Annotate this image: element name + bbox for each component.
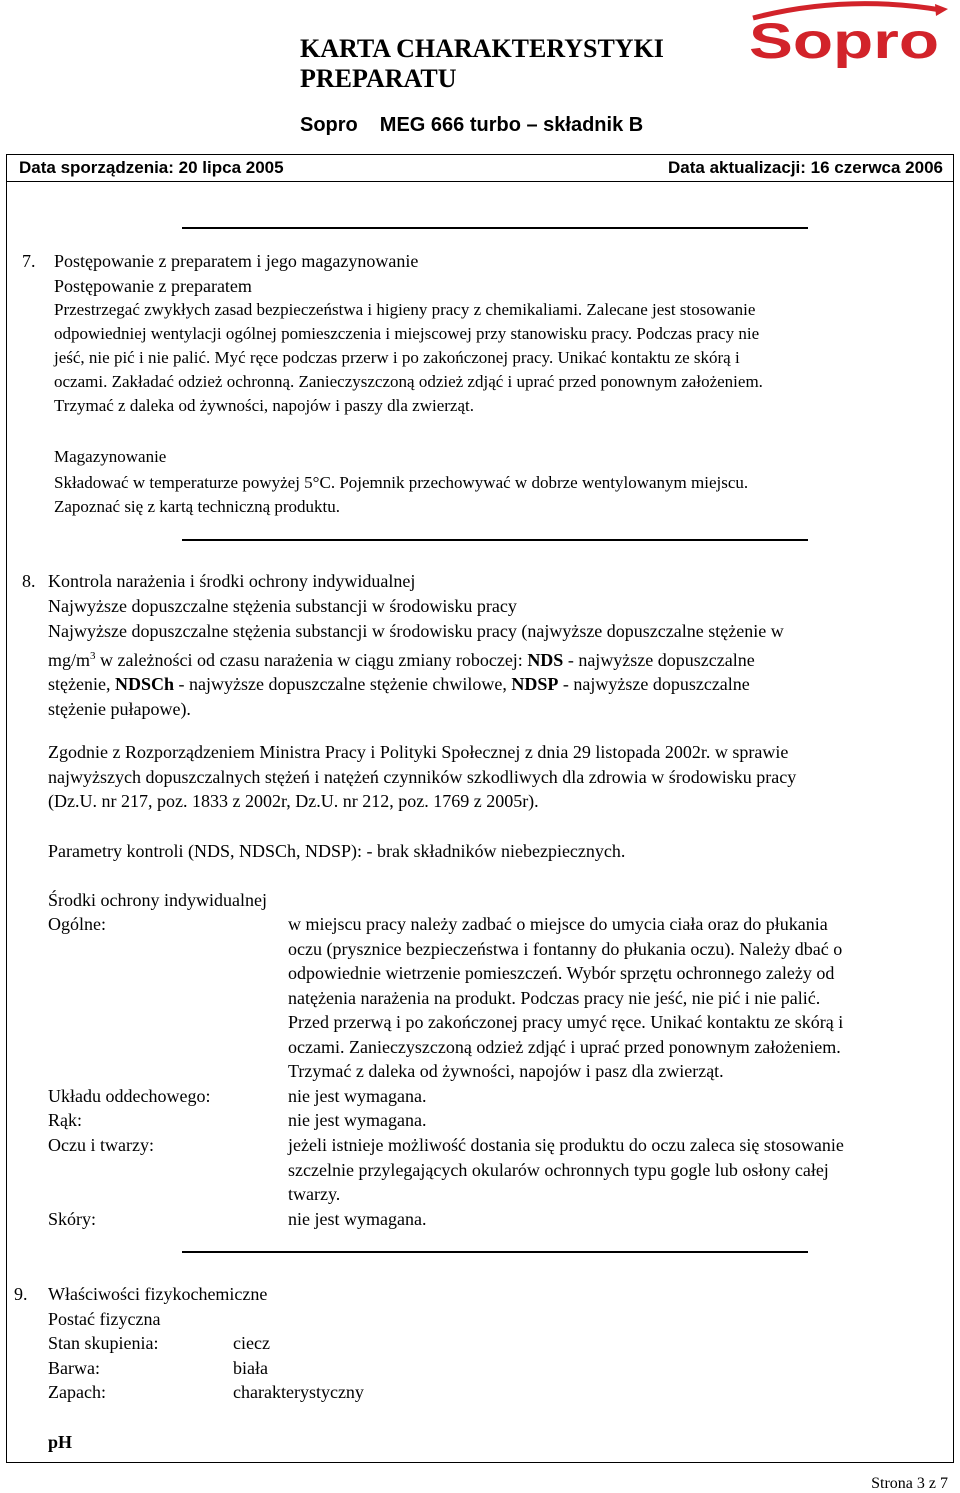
ppe-eyes-text xyxy=(288,1133,844,1207)
state-label: Stan skupienia: xyxy=(48,1333,159,1353)
limits-text: stężenie, xyxy=(48,674,115,694)
ppe-hands-label: Rąk: xyxy=(48,1110,82,1130)
ppe-eyes-line: szczelnie przylegających okularów ochronnych typu gogle lub osłony całej xyxy=(288,1159,829,1180)
product-line xyxy=(300,114,643,137)
ppe-general-line: Przed przerwą i po zakończonej pracy umyć ręce. Unikać kontaktu ze skórą i xyxy=(288,1012,844,1032)
handling-line: Trzymać z daleka od żywności, napojów i paszy dla zwierząt. xyxy=(54,396,474,415)
handling-line: oczami. Zakładać odzież ochronną. Zanieczyszczoną odzież zdjąć i uprać przed ponownym założeniem. xyxy=(54,372,763,391)
document-title-line1: KARTA CHARAKTERYSTYKI xyxy=(300,34,664,63)
section-7-heading: Postępowanie z preparatem i jego magazynowanie xyxy=(54,251,419,271)
odor-value: charakterystyczny xyxy=(233,1382,364,1402)
color-value: biała xyxy=(233,1358,268,1378)
storage-line: Składować w temperaturze powyżej 5°C. Pojemnik przechowywać w dobrze wentylowanym miejscu. xyxy=(54,473,749,492)
handling-subheading: Postępowanie z preparatem xyxy=(54,276,252,296)
ppe-general-line: w miejscu pracy należy zadbać o miejsce do umycia ciała oraz do płukania xyxy=(288,914,828,934)
product-brand: Sopro xyxy=(300,114,358,136)
svg-text:Sopro: Sopro xyxy=(749,13,939,68)
handling-line: Przestrzegać zwykłych zasad bezpieczeństwa i higieny pracy z chemikaliami. Zalecane jest stosowanie xyxy=(54,300,756,319)
abbr-ndsch: NDSCh xyxy=(114,674,174,694)
ppe-respiratory-label: Układu oddechowego: xyxy=(48,1086,211,1106)
regulation-line: (Dz.U. nr 217, poz. 1833 z 2002r, Dz.U. nr 212, poz. 1769 z 2005r). xyxy=(48,791,539,811)
unit-superscript: 3 xyxy=(90,649,96,662)
document-title-line2: PREPARATU xyxy=(300,64,457,93)
sopro-logo xyxy=(745,0,950,68)
section-8-heading: Kontrola narażenia i środki ochrony indywidualnej xyxy=(48,571,416,591)
limits-line: stężenie pułapowe). xyxy=(48,698,191,719)
section-divider xyxy=(182,539,808,541)
ppe-general-line: oczu (prysznice bezpieczeństwa i fontanny do płukania oczu). Należy dbać o xyxy=(288,938,843,959)
regulation-line: Zgodnie z Rozporządzeniem Ministra Pracy i Polityki Społecznej z dnia 29 listopada 2002r. w sprawie xyxy=(48,742,789,762)
limits-text: - najwyższe dopuszczalne stężenie chwilowe, xyxy=(174,674,512,694)
section-7-number: 7. xyxy=(22,251,36,271)
limits-text: - najwyższe dopuszczalne xyxy=(558,674,750,694)
ppe-skin-value: nie jest wymagana. xyxy=(288,1209,427,1229)
ppe-general-label: Ogólne: xyxy=(48,914,106,934)
ppe-general-line: natężenia narażenia na produkt. Podczas pracy nie jeść, nie pić i nie palić. xyxy=(288,987,821,1008)
limits-line: Najwyższe dopuszczalne stężenia substancji w środowisku pracy (najwyższe dopuszczalne stężenie w xyxy=(48,621,784,641)
section-divider xyxy=(182,1251,808,1253)
limits-text: - najwyższe dopuszczalne xyxy=(563,649,755,670)
handling-line: odpowiedniej wentylacji ogólnej pomieszczenia i miejscowej przy stanowisku pracy. Podczas pracy nie xyxy=(54,324,760,343)
physical-form-subheading: Postać fizyczna xyxy=(48,1309,161,1329)
ppe-respiratory-value: nie jest wymagana. xyxy=(288,1086,427,1106)
product-name: MEG 666 turbo – składnik B xyxy=(379,114,644,136)
limits-text: w zależności od czasu narażenia w ciągu zmiany roboczej: xyxy=(95,649,528,670)
ph-label: pH xyxy=(48,1432,73,1452)
regulation-line: najwyższych dopuszczalnych stężeń i natężeń czynników szkodliwych dla zdrowia w środowisku pracy xyxy=(48,766,797,787)
ppe-eyes-line: jeżeli istnieje możliwość dostania się produktu do oczu zaleca się stosowanie xyxy=(288,1135,844,1155)
odor-label: Zapach: xyxy=(48,1382,106,1402)
unit-mgm: mg/m xyxy=(48,649,91,670)
section-9-heading: Właściwości fizykochemiczne xyxy=(48,1284,268,1304)
color-label: Barwa: xyxy=(48,1358,100,1378)
ppe-general-text xyxy=(288,912,843,1084)
limits-paragraph xyxy=(48,619,784,721)
ppe-skin-label: Skóry: xyxy=(48,1209,97,1229)
page-number: Strona 3 z 7 xyxy=(871,1475,948,1492)
ppe-hands-value: nie jest wymagana. xyxy=(288,1110,427,1130)
handling-text xyxy=(54,298,763,418)
limits-line xyxy=(48,672,784,697)
handling-line: jeść, nie pić i nie palić. Myć ręce podczas przerw i po zakończonej pracy. Unikać kontaktu ze skórą i xyxy=(54,348,740,367)
date-bar xyxy=(6,154,954,182)
state-value: ciecz xyxy=(233,1333,270,1353)
control-parameters: Parametry kontroli (NDS, NDSCh, NDSP): - brak składników niebezpiecznych. xyxy=(48,841,626,861)
limits-subheading: Najwyższe dopuszczalne stężenia substancji w środowisku pracy xyxy=(48,596,517,616)
date-created: Data sporządzenia: 20 lipca 2005 xyxy=(19,158,284,177)
regulation-paragraph xyxy=(48,740,796,814)
ppe-eyes-label: Oczu i twarzy: xyxy=(48,1135,154,1155)
date-updated: Data aktualizacji: 16 czerwca 2006 xyxy=(668,158,943,177)
section-9-number: 9. xyxy=(14,1284,28,1304)
storage-subheading: Magazynowanie xyxy=(54,447,167,466)
ppe-general-line: oczami. Zanieczyszczoną odzież zdjąć i uprać przed ponownym założeniem. xyxy=(288,1036,841,1057)
ppe-general-line: Trzymać z daleka od żywności, napojów i pasz dla zwierząt. xyxy=(288,1061,724,1081)
abbr-nds: NDS xyxy=(527,649,564,670)
ppe-subheading: Środki ochrony indywidualnej xyxy=(48,890,267,910)
storage-text xyxy=(54,471,748,519)
section-8-number: 8. xyxy=(22,571,36,591)
abbr-ndsp: NDSP xyxy=(511,674,559,694)
section-divider xyxy=(182,227,808,229)
ppe-eyes-line: twarzy. xyxy=(288,1184,341,1204)
storage-line: Zapoznać się z kartą techniczną produktu. xyxy=(54,497,341,516)
ppe-general-line: odpowiednie wietrzenie pomieszczeń. Wybór sprzętu ochronnego zależy od xyxy=(288,963,835,983)
limits-line xyxy=(48,644,784,673)
